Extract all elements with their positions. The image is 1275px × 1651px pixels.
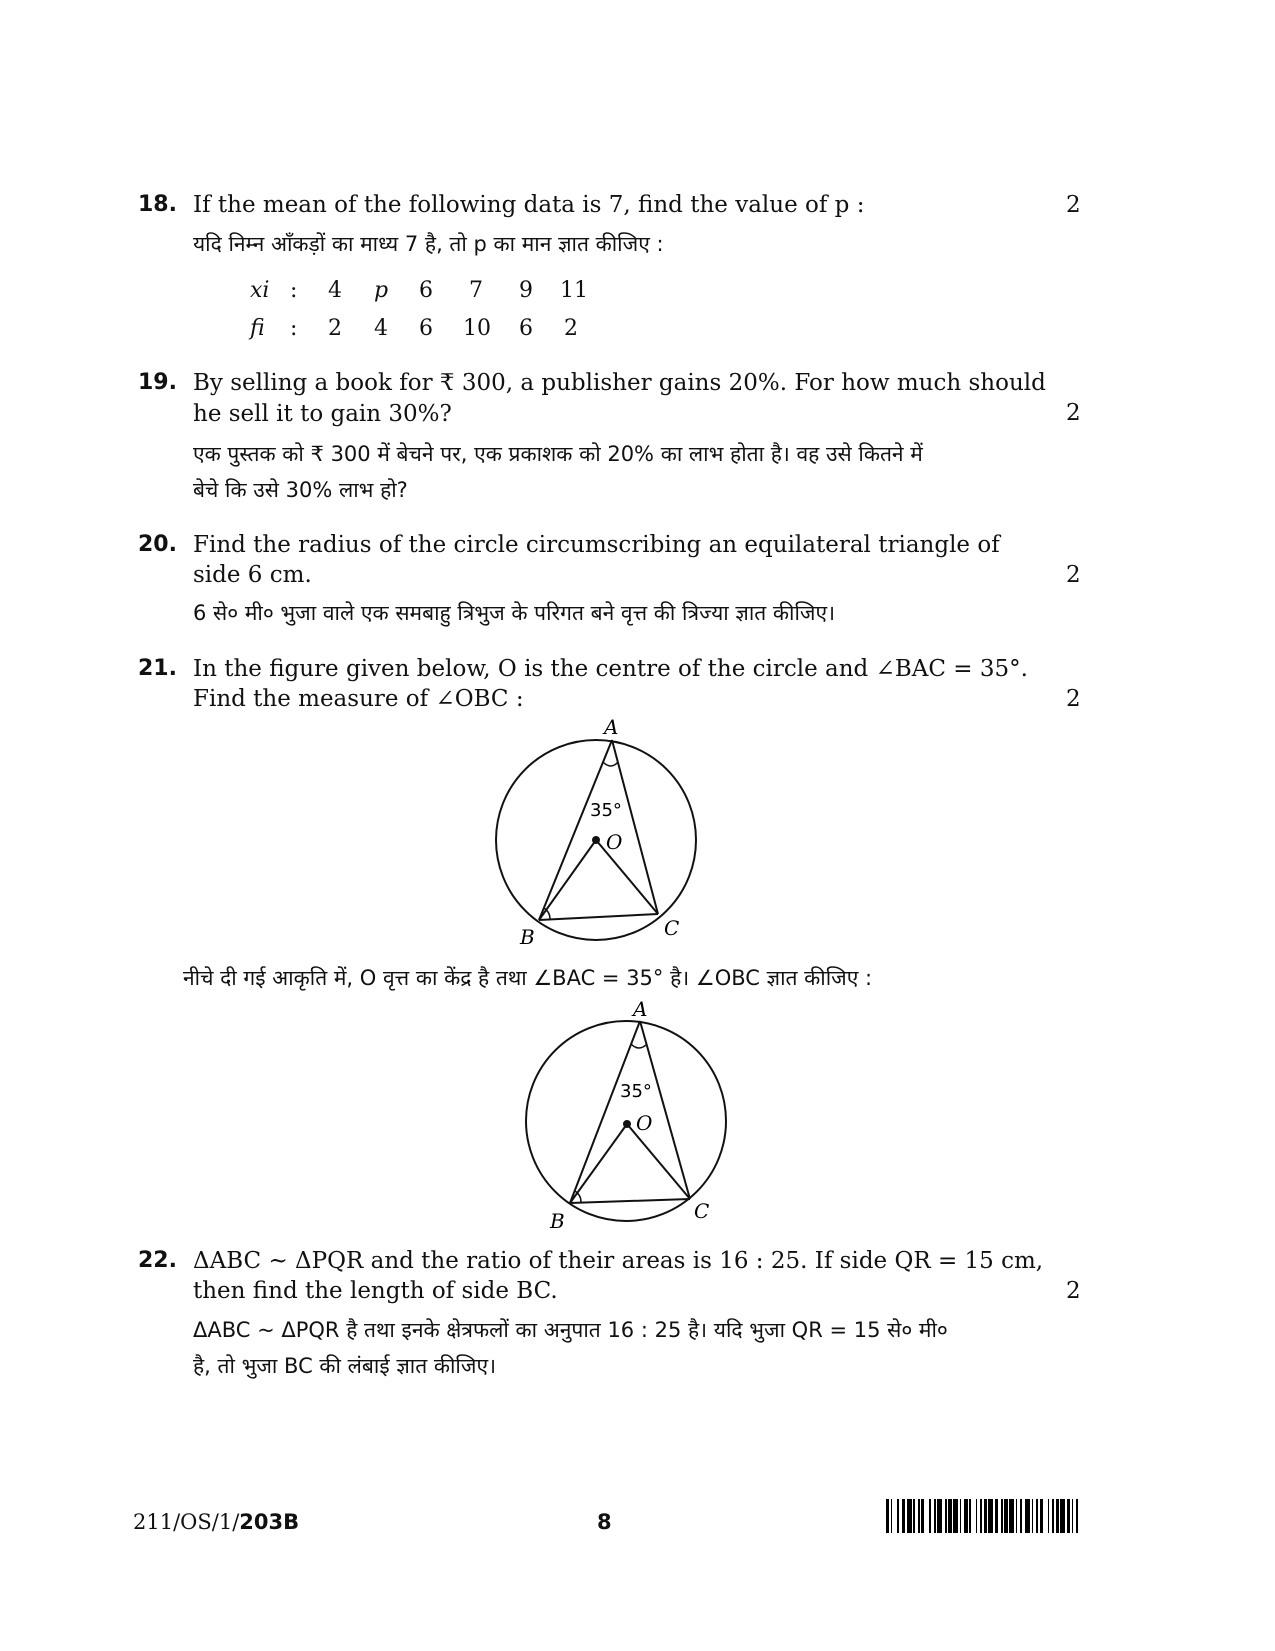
fi-value: 6: [519, 316, 533, 341]
barcode-bar: [1060, 1499, 1065, 1533]
fi-value: 2: [328, 316, 342, 341]
question-text-en: If the mean of the following data is 7, find the value of p :: [193, 192, 865, 218]
barcode-bar: [1004, 1499, 1007, 1533]
fi-value: 2: [564, 316, 578, 341]
xi-value: 7: [469, 278, 483, 303]
barcode-bar: [960, 1499, 962, 1533]
barcode-bar: [1056, 1499, 1059, 1533]
question-number: 19.: [138, 370, 177, 395]
barcode-bar: [1025, 1499, 1030, 1533]
question-number: 21.: [138, 656, 177, 681]
angle-label: 35°: [590, 800, 622, 821]
barcode-bar: [988, 1499, 993, 1533]
question-text-en: By selling a book for ₹ 300, a publisher gains 20%. For how much should: [193, 370, 1046, 396]
barcode-bar: [897, 1499, 899, 1533]
label-a: A: [633, 997, 648, 1021]
question-text-hi: यदि निम्न आँकड़ों का माध्य 7 है, तो p का मान ज्ञात कीजिए :: [193, 232, 664, 256]
barcode-bar: [984, 1499, 987, 1533]
label-c: C: [694, 1199, 710, 1223]
question-21-text-hi: नीचे दी गई आकृति में, O वृत्त का केंद्र है तथा ∠BAC = 35° है। ∠OBC ज्ञात कीजिए :: [183, 966, 873, 990]
angle-arc-b: [544, 908, 550, 919]
question-text-en: ΔABC ~ ΔPQR and the ratio of their areas is 16 : 25. If side QR = 15 cm,: [193, 1248, 1044, 1274]
barcode-bar: [1040, 1499, 1043, 1533]
barcode-bar: [902, 1499, 905, 1533]
barcode-bar: [913, 1499, 915, 1533]
barcode-bar: [929, 1499, 931, 1533]
marks-21: 2: [1066, 686, 1081, 712]
barcode-bar: [1009, 1499, 1014, 1533]
angle-arc-a: [603, 762, 618, 766]
segment-ob: [570, 1124, 627, 1203]
xi-value: p: [374, 278, 389, 303]
barcode-bar: [953, 1499, 958, 1533]
circle-figure-hi: [520, 996, 740, 1236]
question-text-en: In the figure given below, O is the centre of the circle and ∠BAC = 35°.: [193, 656, 1028, 682]
label-b: B: [550, 1209, 565, 1233]
angle-arc-a: [631, 1044, 647, 1048]
barcode-bar: [934, 1499, 936, 1533]
barcode-bar: [907, 1499, 912, 1533]
fi-value: 6: [419, 316, 433, 341]
fi-value: 10: [463, 316, 491, 341]
segment-oc: [627, 1124, 690, 1199]
barcode-graphic: [886, 1499, 1140, 1533]
barcode-bar: [976, 1499, 978, 1533]
label-c: C: [664, 916, 680, 940]
circle-figure-en: [490, 712, 710, 952]
xi-value: 6: [419, 278, 433, 303]
barcode-bar: [1052, 1499, 1054, 1533]
fi-value: 4: [374, 316, 388, 341]
side-bc: [539, 914, 658, 920]
side-ab: [570, 1021, 640, 1203]
center-dot: [623, 1120, 631, 1128]
barcode-bar: [937, 1499, 942, 1533]
page-number: 8: [597, 1510, 612, 1534]
barcode-bar: [969, 1499, 971, 1533]
side-bc: [570, 1199, 690, 1203]
question-text-hi: है, तो भुजा BC की लंबाई ज्ञात कीजिए।: [193, 1354, 497, 1378]
xi-label: xi: [250, 278, 270, 303]
side-ab: [539, 740, 612, 920]
question-number: 22.: [138, 1248, 177, 1273]
question-number: 18.: [138, 192, 177, 217]
question-text-en: side 6 cm.: [193, 562, 312, 588]
label-a: A: [604, 715, 619, 739]
marks-18: 2: [1066, 192, 1081, 218]
paper-code-bold: 203B: [239, 1510, 300, 1534]
question-text-en: then find the length of side BC.: [193, 1278, 558, 1304]
xi-separator: :: [290, 278, 298, 303]
barcode-bar: [1001, 1499, 1003, 1533]
barcode-bar: [1016, 1499, 1018, 1533]
barcode-bar: [886, 1499, 889, 1533]
fi-label: fi: [250, 316, 265, 341]
label-b: B: [520, 925, 535, 949]
xi-value: 9: [519, 278, 533, 303]
question-text-hi: बेचे कि उसे 30% लाभ हो?: [193, 478, 408, 502]
barcode-bar: [1048, 1499, 1050, 1533]
barcode-bar: [1072, 1499, 1074, 1533]
barcode-bar: [980, 1499, 982, 1533]
marks-20: 2: [1066, 562, 1081, 588]
barcode-bar: [1067, 1499, 1070, 1533]
barcode-bar: [964, 1499, 967, 1533]
paper-code: [133, 1510, 299, 1534]
marks-22: 2: [1066, 1278, 1081, 1304]
xi-value: 11: [560, 278, 588, 303]
barcode-bar: [1020, 1499, 1022, 1533]
center-dot: [592, 836, 600, 844]
label-o: O: [636, 1111, 653, 1135]
question-text-en: he sell it to gain 30%?: [193, 401, 452, 427]
barcode-bar: [945, 1499, 947, 1533]
fi-separator: :: [290, 316, 298, 341]
barcode-bar: [995, 1499, 998, 1533]
question-number: 20.: [138, 532, 177, 557]
barcode-bar: [1036, 1499, 1038, 1533]
question-text-hi: एक पुस्तक को ₹ 300 में बेचने पर, एक प्रकाशक को 20% का लाभ होता है। वह उसे कितने में: [193, 442, 923, 466]
question-text-hi: 6 से० मी० भुजा वाले एक समबाहु त्रिभुज के परिगत बने वृत्त की त्रिज्या ज्ञात कीजिए।: [193, 601, 836, 625]
barcode-bar: [1076, 1499, 1078, 1533]
question-text-en: Find the radius of the circle circumscribing an equilateral triangle of: [193, 532, 1000, 558]
barcode-bar: [891, 1499, 893, 1533]
side-ac: [640, 1021, 690, 1199]
barcode-bar: [921, 1499, 924, 1533]
barcode-bar: [918, 1499, 920, 1533]
label-o: O: [606, 830, 623, 854]
barcode-bar: [1032, 1499, 1034, 1533]
xi-value: 4: [328, 278, 342, 303]
barcode-bar: [948, 1499, 951, 1533]
marks-19: 2: [1066, 400, 1081, 426]
question-text-en: Find the measure of ∠OBC :: [193, 686, 524, 712]
angle-label: 35°: [620, 1081, 652, 1102]
question-text-hi: ΔABC ~ ΔPQR है तथा इनके क्षेत्रफलों का अनुपात 16 : 25 है। यदि भुजा QR = 15 से० मी०: [193, 1318, 948, 1342]
paper-code-prefix: 211/OS/1/: [133, 1510, 240, 1534]
